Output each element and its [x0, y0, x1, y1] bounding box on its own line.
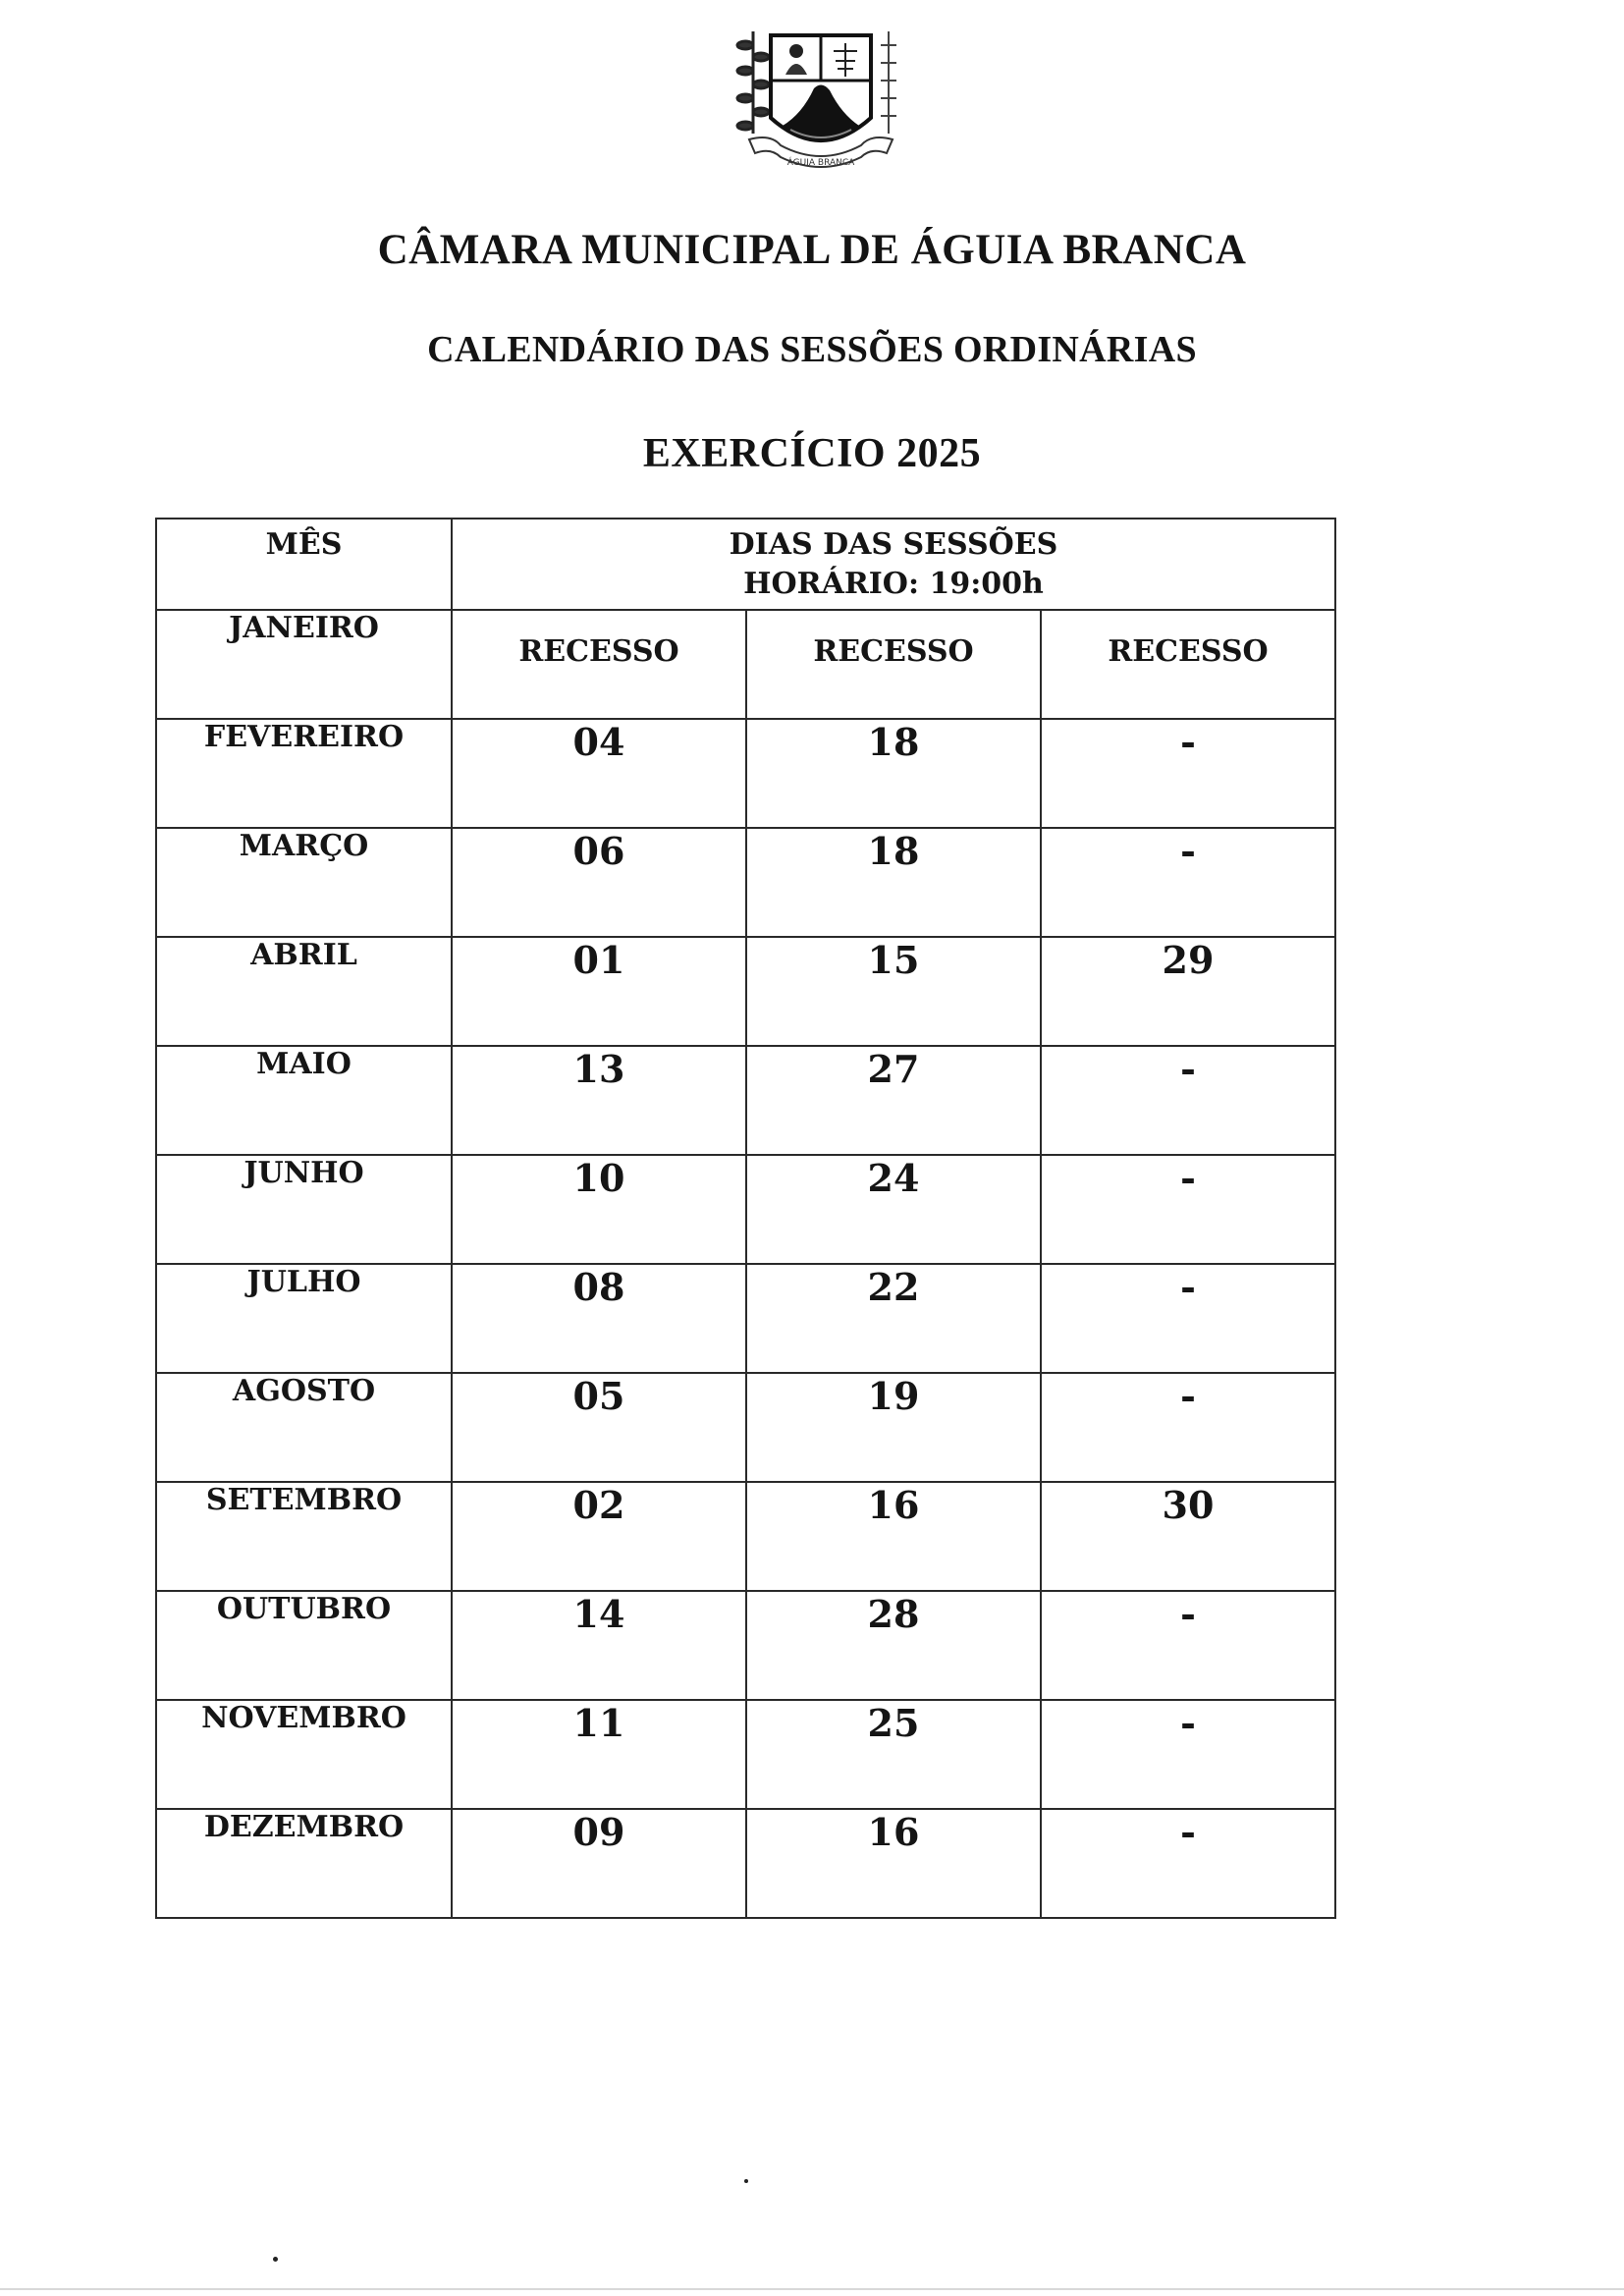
session-day-cell: 13: [452, 1046, 746, 1155]
session-time-label: HORÁRIO: 19:00h: [743, 567, 1044, 601]
session-day-cell: -: [1041, 1155, 1335, 1264]
table-row: [156, 1046, 1335, 1155]
session-day-cell: 04: [452, 719, 746, 828]
session-day-cell: -: [1041, 828, 1335, 937]
session-day-cell: 27: [746, 1046, 1041, 1155]
table-row: [156, 1700, 1335, 1809]
table-row: [156, 1155, 1335, 1264]
session-day-cell: RECESSO: [746, 610, 1041, 719]
session-days-label: DIAS DAS SESSÕES: [729, 527, 1058, 562]
month-cell: MARÇO: [156, 828, 452, 937]
session-calendar-table: [155, 518, 1336, 1919]
session-day-cell: RECESSO: [452, 610, 746, 719]
month-cell: OUTUBRO: [156, 1591, 452, 1700]
session-day-cell: 18: [746, 719, 1041, 828]
table-row: [156, 719, 1335, 828]
session-day-cell: 05: [452, 1373, 746, 1482]
session-day-cell: -: [1041, 719, 1335, 828]
session-day-cell: RECESSO: [1041, 610, 1335, 719]
session-day-cell: -: [1041, 1809, 1335, 1918]
month-cell: JULHO: [156, 1264, 452, 1373]
session-day-cell: 19: [746, 1373, 1041, 1482]
session-day-cell: 25: [746, 1700, 1041, 1809]
session-day-cell: 01: [452, 937, 746, 1046]
coat-ribbon-text: ÁGUIA BRANCA: [786, 158, 855, 168]
table-row: [156, 1264, 1335, 1373]
session-day-cell: 16: [746, 1482, 1041, 1591]
session-days-header: [452, 519, 1335, 610]
session-day-cell: 11: [452, 1700, 746, 1809]
session-day-cell: 06: [452, 828, 746, 937]
table-row: [156, 1373, 1335, 1482]
session-day-cell: -: [1041, 1373, 1335, 1482]
session-day-cell: -: [1041, 1046, 1335, 1155]
year-label: EXERCÍCIO 2025: [642, 431, 982, 476]
scan-speck: [744, 2179, 748, 2183]
month-column-header: MÊS: [156, 519, 452, 610]
session-day-cell: 24: [746, 1155, 1041, 1264]
table-row: [156, 1809, 1335, 1918]
session-day-cell: 30: [1041, 1482, 1335, 1591]
table-row: [156, 1482, 1335, 1591]
session-day-cell: 02: [452, 1482, 746, 1591]
scan-edge-line: [0, 2288, 1624, 2290]
session-day-cell: 09: [452, 1809, 746, 1918]
session-day-cell: 16: [746, 1809, 1041, 1918]
table-row: [156, 828, 1335, 937]
document-title: CALENDÁRIO DAS SESSÕES ORDINÁRIAS: [427, 329, 1197, 370]
table-row: [156, 610, 1335, 719]
session-day-cell: 14: [452, 1591, 746, 1700]
month-cell: AGOSTO: [156, 1373, 452, 1482]
month-cell: DEZEMBRO: [156, 1809, 452, 1918]
session-day-cell: 28: [746, 1591, 1041, 1700]
scan-speck: [273, 2257, 278, 2262]
table-row: [156, 937, 1335, 1046]
month-cell: SETEMBRO: [156, 1482, 452, 1591]
session-day-cell: -: [1041, 1700, 1335, 1809]
session-day-cell: 15: [746, 937, 1041, 1046]
session-day-cell: 08: [452, 1264, 746, 1373]
month-cell: FEVEREIRO: [156, 719, 452, 828]
table-row: [156, 1591, 1335, 1700]
session-day-cell: 10: [452, 1155, 746, 1264]
month-cell: JANEIRO: [156, 610, 452, 719]
session-day-cell: 29: [1041, 937, 1335, 1046]
month-cell: ABRIL: [156, 937, 452, 1046]
coat-of-arms-emblem: [731, 24, 908, 179]
month-cell: NOVEMBRO: [156, 1700, 452, 1809]
session-day-cell: 18: [746, 828, 1041, 937]
month-cell: JUNHO: [156, 1155, 452, 1264]
chamber-name: CÂMARA MUNICIPAL DE ÁGUIA BRANCA: [377, 227, 1247, 273]
session-day-cell: -: [1041, 1591, 1335, 1700]
month-cell: MAIO: [156, 1046, 452, 1155]
session-day-cell: -: [1041, 1264, 1335, 1373]
table-header-row: [156, 519, 1335, 610]
session-day-cell: 22: [746, 1264, 1041, 1373]
